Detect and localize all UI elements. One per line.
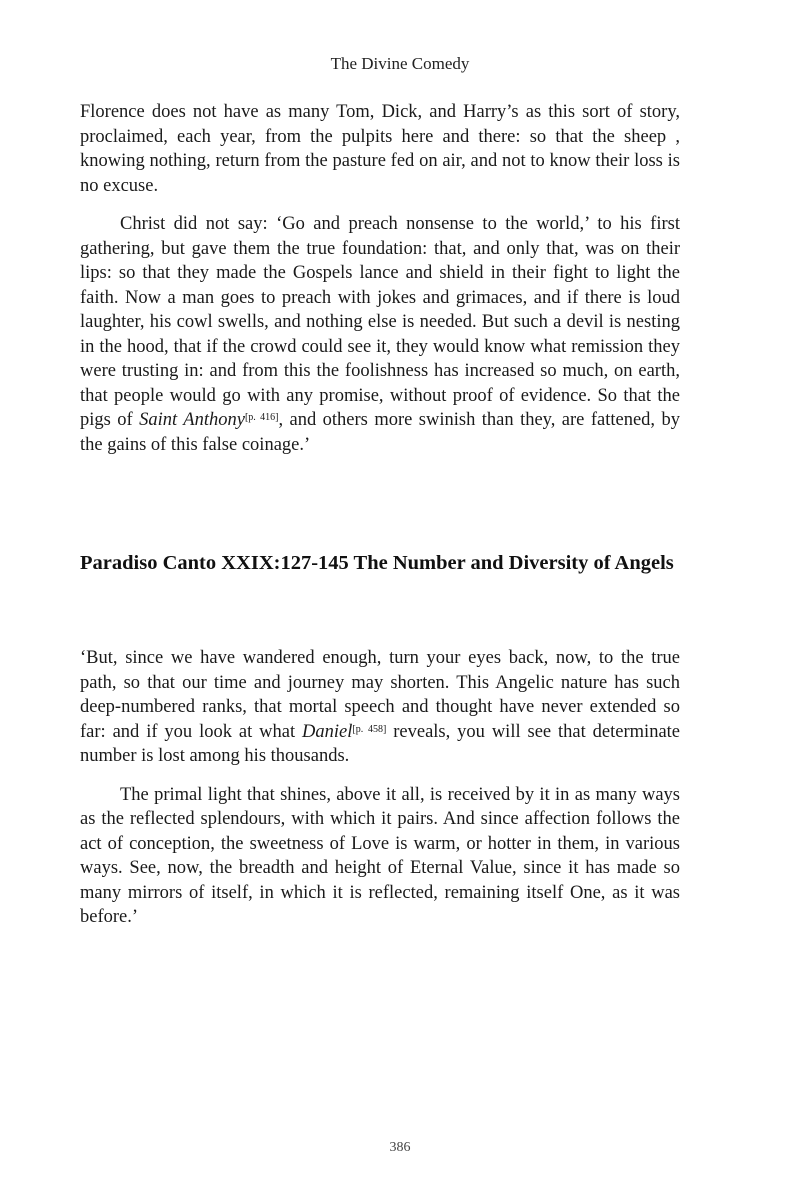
name-saint-anthony: Saint Anthony <box>139 410 245 430</box>
page-reference-link[interactable]: [p. 458] <box>352 723 387 735</box>
paragraph-christ-text: Christ did not say: ‘Go and preach nonsense to the world,’ to his first gathering, but gave them the true foundation: that, and only that, was on their lips: so that they made the Gospels lance and shield in their fight to light the faith. Now a man goes to preach with jokes and grimaces, and if there is loud laughter, his cowl swells, and nothing else is needed. But such a devil is nesting in the hood, that if the crowd could see it, they would know what remission they were trusting in: and from this the foolishness has increased so much, on earth, that people would go with any promise, without proof of evidence. So that the pigs of <box>80 214 680 430</box>
running-head: The Divine Comedy <box>330 54 470 73</box>
page-reference-link[interactable]: [p. 416] <box>244 412 279 423</box>
paragraph-christ-end: , and others more swinish than they, are fattened, by the gains of this false coinage.’ <box>80 410 680 455</box>
paragraph-wandered-text: ‘But, since we have wandered enough, turn your eyes back, now, to the true path, so that our time and journey may shorten. This Angelic nature has such deep-numbered ranks, that mortal speech and thought have never extended so far: and if you look at what <box>80 648 680 742</box>
page-number: 386 <box>389 1140 411 1155</box>
paragraph-wandered <box>80 646 680 769</box>
paragraph-wandered-end: reveals, you will see that determinate number is lost among his thousands. <box>80 721 681 766</box>
section-heading: Paradiso Canto XXIX:127-145 The Number and Diversity of Angels <box>80 552 674 574</box>
paragraph-florence: Florence does not have as many Tom, Dick, and Harry’s as this sort of story, proclaimed, each year, from the pulpits here and there: so that the sheep , knowing nothing, return from the pasture fed on air, and not to know their loss is no excuse. <box>80 102 680 196</box>
name-daniel: Daniel <box>302 721 353 742</box>
paragraph-christ <box>80 212 680 457</box>
paragraph-primal-light: The primal light that shines, above it all, is received by it in as many ways as the reflected splendours, with which it pairs. And since affection follows the act of conception, the sweetness of Love is warm, or hotter in them, in various ways. See, now, the breadth and height of Eternal Value, since it has made so many mirrors of itself, in which it is reflected, remaining itself One, as it was before.’ <box>80 784 680 927</box>
section-one <box>80 100 680 457</box>
section-two <box>80 646 680 930</box>
